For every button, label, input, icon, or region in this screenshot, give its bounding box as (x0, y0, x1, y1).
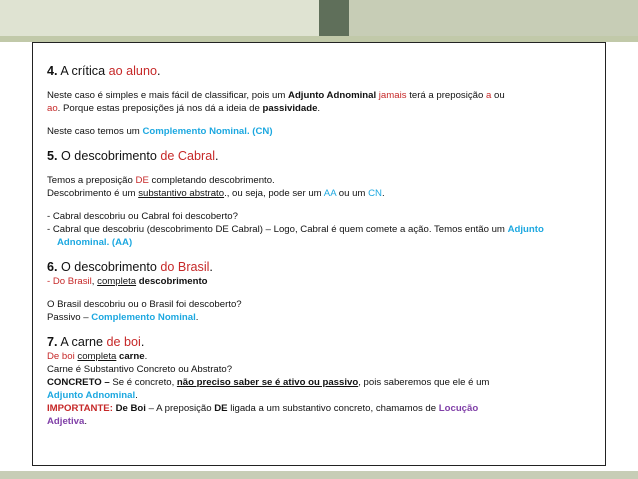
section-7-line-1 (47, 350, 591, 363)
s5-b2-text: - Cabral que descobriu (descobrimento DE Cabral) – Logo, Cabral é quem comete a ação. Temos então um (47, 224, 508, 235)
s7-l6-adjetiva: Adjetiva (47, 416, 85, 427)
bottom-band (0, 471, 638, 479)
section-6-line-1 (47, 275, 591, 288)
section-7-title (47, 334, 591, 350)
s5-p2-aa: AA (323, 188, 337, 199)
s4-p1-adjunto: Adjunto Adnominal (288, 90, 377, 101)
s4-p2-cn: . (CN) (246, 126, 273, 137)
s7-l4-end: . (135, 390, 138, 401)
s5-b2-adjunto: Adjunto Adnominal. (AA) (57, 224, 544, 248)
section-4-paragraph-1 (47, 89, 591, 115)
section-4-title (47, 63, 591, 79)
section-6-paragraph-1: O Brasil descobriu ou o Brasil foi descoberto? (47, 299, 242, 310)
section-5-title-text: O descobrimento (57, 149, 161, 163)
section-7-line-6 (47, 415, 591, 428)
section-7-line-4 (47, 389, 591, 402)
section-7-title-text: A carne (57, 335, 107, 349)
s5-p2-cn: CN (368, 188, 382, 199)
section-5-bullet-1: - Cabral descobriu ou Cabral foi descoberto? (47, 211, 238, 222)
s7-l5-locucao: Locução (438, 403, 479, 414)
top-corner-band (320, 0, 638, 36)
s4-p1-prep-ao: ao (47, 103, 58, 114)
section-5-title-end: . (215, 149, 219, 163)
section-6-title-highlight: do Brasil (160, 260, 210, 274)
s5-p1-text-c: completando descobrimento. (148, 175, 275, 186)
section-4-title-end: . (156, 64, 161, 78)
s7-l5-de: DE (214, 403, 228, 414)
section-7-title-end: . (140, 335, 145, 349)
s4-p1-end: . (317, 103, 321, 114)
s6-l1-descobrimento: descobrimento (138, 276, 208, 287)
s4-p1-text-g: ou (491, 90, 505, 101)
s7-l3-text-b: Se é concreto, (112, 377, 177, 388)
section-7-line-5 (47, 402, 591, 415)
s5-p2-substantivo: substantivo abstrato (138, 188, 225, 199)
section-7-title-highlight: de boi (106, 335, 141, 349)
s7-l1-end: . (144, 351, 148, 362)
section-5-bullet-2 (47, 223, 591, 249)
section-4-paragraph-2 (47, 125, 591, 138)
s4-p2-complemento: Complemento Nominal (142, 126, 247, 137)
s6-l1-completa: completa (97, 276, 137, 287)
section-5-number: 5. (47, 149, 58, 163)
s7-l5-de-boi: De Boi (112, 403, 146, 414)
content-panel (32, 42, 606, 466)
s7-l3-concreto: CONCRETO – (47, 377, 113, 388)
s6-l1-do-brasil: Do Brasil (52, 276, 92, 287)
s7-l5-importante: IMPORTANTE: (47, 403, 113, 414)
section-4-title-text: A crítica (57, 64, 109, 78)
section-6-title-text: O descobrimento (57, 260, 161, 274)
section-5-paragraph-1 (47, 174, 591, 187)
top-tab-decoration (319, 0, 349, 38)
s6-l1-comma: , (91, 276, 98, 287)
s4-p1-prep-a: a (486, 90, 492, 101)
s7-l1-carne: carne (119, 351, 145, 362)
s4-p2-text-a: Neste caso temos um (47, 126, 143, 137)
section-5-paragraph-2 (47, 187, 591, 200)
s7-l5-text-e: ligada a um substantivo concreto, chamamos de (227, 403, 439, 414)
s7-l1-completa: completa (77, 351, 117, 362)
s4-p1-text-e: terá a preposição (406, 90, 486, 101)
section-4-title-highlight: ao aluno (108, 64, 157, 78)
section-5-title (47, 148, 591, 164)
s4-p1-text-a: Neste caso é simples e mais fácil de classificar, pois um (47, 90, 289, 101)
section-6-title (47, 259, 591, 275)
s4-p1-passividade: passividade (262, 103, 318, 114)
s5-p1-de: DE (135, 175, 149, 186)
section-6-title-end: . (209, 260, 213, 274)
s4-p1-jamais: jamais (378, 90, 407, 101)
s7-l3-nao-preciso: não preciso saber se é ativo ou passivo (176, 377, 359, 388)
s7-l4-adjunto: Adjunto Adnominal (47, 390, 136, 401)
section-5-title-highlight: de Cabral (160, 149, 216, 163)
s6-l1-dash: - (47, 276, 53, 287)
section-6-paragraph-2 (47, 311, 591, 324)
section-7-line-2: Carne é Substantivo Concreto ou Abstrato? (47, 364, 233, 375)
s7-l5-text-c: – A preposição (145, 403, 215, 414)
s5-p2-text-e: ou um (336, 188, 369, 199)
section-7-line-3 (47, 376, 591, 389)
s7-l6-end: . (84, 416, 87, 427)
s6-p2-text-a: Passivo – (47, 312, 92, 323)
section-6-number: 6. (47, 260, 58, 274)
s5-p1-text-a: Temos a preposição (47, 175, 136, 186)
s7-l1-de-boi: De boi (47, 351, 75, 362)
s6-p2-end: . (195, 312, 199, 323)
section-7-number: 7. (47, 335, 58, 349)
s5-p2-end: . (381, 188, 385, 199)
s5-p2-text-a: Descobrimento é um (47, 188, 139, 199)
s7-l3-text-d: , pois saberemos que ele é um (358, 377, 490, 388)
s5-p2-text-c: ., ou seja, pode ser um (224, 188, 324, 199)
section-4-number: 4. (47, 64, 58, 78)
s6-p2-complemento: Complemento Nominal (91, 312, 196, 323)
s4-p1-text-i: . Porque estas preposições já nos dá a ideia de (57, 103, 263, 114)
